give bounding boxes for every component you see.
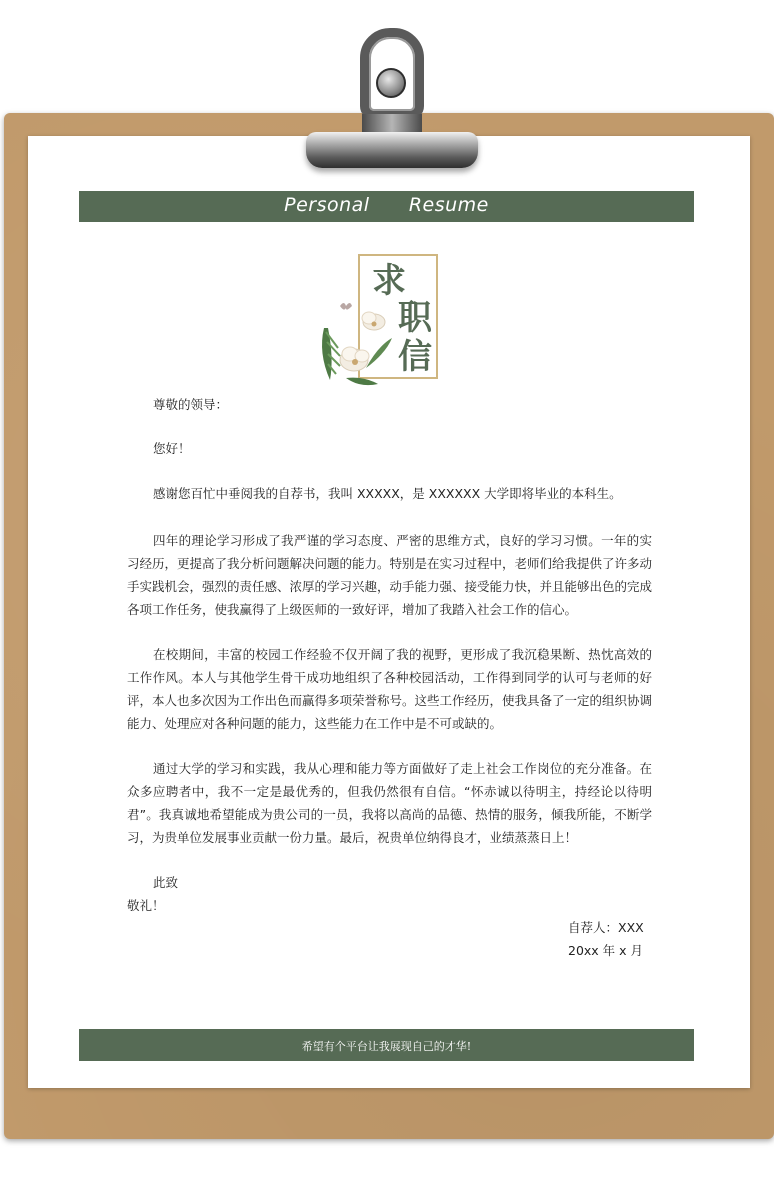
floral-illustration [316,298,396,394]
letter-paragraph: 四年的理论学习形成了我严谨的学习态度、严密的思维方式，良好的学习习惯。一年的实习经历，更提高了我分析问题解决问题的能力。特别是在实习过程中，老师们给我提供了许多动手实践机会，强烈的责任感、浓厚的学习兴趣，动手能力强、接受能力快，并且能够出色的完成各项工作任务，使我赢得了上级医师的一致好评，增加了我踏入社会工作的信心。 [127,533,653,617]
header-title: Personal Resume [284,194,489,216]
letter-salute: 敬礼！ [127,898,165,913]
letter-closing: 此致 [153,875,179,890]
footer-band [79,1029,694,1061]
letter-paragraph: 在校期间，丰富的校园工作经验不仅开阔了我的视野，更形成了我沉稳果断、热忱高效的工作作风。本人与其他学生骨干成功地组织了各种校园活动，工作得到同学的认可与老师的好评，本人也多次因为工作出色而赢得多项荣誉称号。这些工作经历，使我具备了一定的组织协调能力、处理应对各种问题的能力，这些能力在工作中是不可或缺的。 [127,647,653,731]
binder-clip [300,28,485,178]
title-char-3: 信 [398,337,432,377]
clip-rivet [376,68,406,98]
clip-base [306,132,478,168]
letter-greeting: 尊敬的领导： [153,397,229,412]
footer-text: 希望有个平台让我展现自己的才华! [301,1040,472,1053]
title-char-2: 职 [398,298,432,338]
header-band [79,191,694,222]
letter-date: 20xx 年 x 月 [568,943,644,958]
letter-paragraph: 通过大学的学习和实践，我从心理和能力等方面做好了走上社会工作岗位的充分准备。在众多应聘者中，我不一定是最优秀的，但我仍然很有自信。“怀赤诚以待明主，持经论以待明君”。我真诚地希望能成为贵公司的一员，我将以高尚的品德、热情的服务，倾我所能，不断学习，为贵单位发展事业贡献一份力量。最后，祝贵单位纳得良才，业绩蒸蒸日上！ [127,761,652,845]
title-char-1: 求 [372,261,406,301]
letter-hello: 您好！ [153,441,191,456]
letter-paragraph: 感谢您百忙中垂阅我的自荐书，我叫 XXXXX，是 XXXXXX 大学即将毕业的本科生。 [153,486,622,501]
letter-signer: 自荐人：XXX [568,920,644,935]
